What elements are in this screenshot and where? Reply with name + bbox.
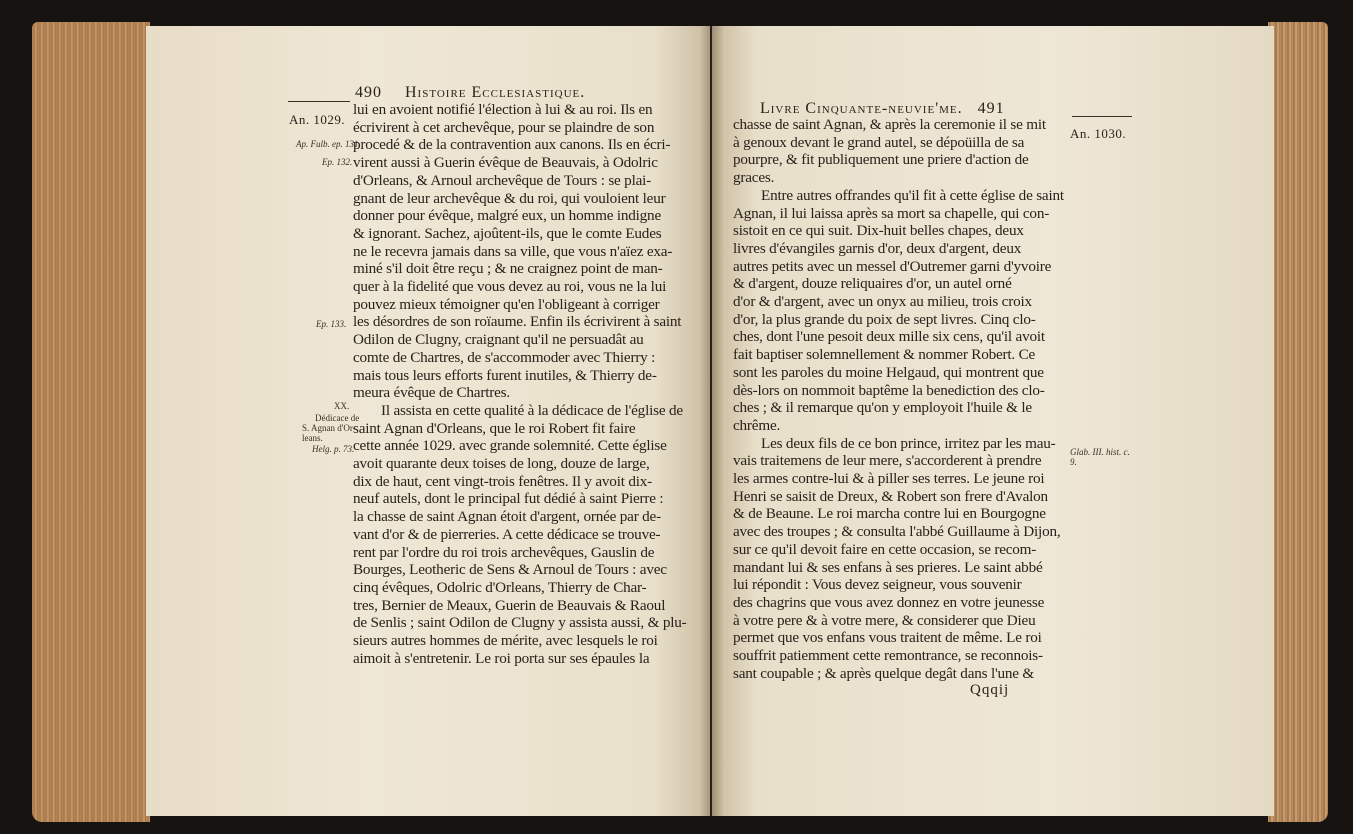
right-page-body: [733, 116, 1068, 683]
text-line: neuf autels, dont le principal fut dédié à saint Pierre :: [353, 490, 664, 508]
left-margin-section-title-2: S. Agnan d'Or-: [302, 423, 356, 433]
right-margin-ref-1b: 9.: [1070, 457, 1077, 467]
text-line: quer à la fidelité que vous devez au roi, vous ne la lui: [353, 278, 667, 296]
left-margin-year: An. 1029.: [289, 112, 346, 127]
text-line: livres d'évangiles garnis d'or, deux d'argent, deux: [733, 239, 1022, 257]
text-line: pourpre, & fit publiquement une priere d'action de: [733, 151, 1029, 169]
text-line: fait baptiser solemnellement & nommer Robert. Ce: [733, 346, 1036, 364]
left-margin-ref-1: Ap. Fulb. ep. 131.: [296, 139, 361, 149]
right-running-head: Livre Cinquante-neuvie'me.: [760, 100, 963, 117]
text-line: meura évêque de Chartres.: [353, 384, 510, 402]
text-line: permet que vos enfans vous traitent de même. Le roi: [733, 629, 1042, 647]
text-line: mais tous leurs efforts furent inutiles, & Thierry de-: [353, 366, 657, 384]
left-margin-section-title-3: leans.: [302, 433, 323, 443]
text-line: des chagrins que vous avez donnez en votre jeunesse: [733, 593, 1045, 611]
text-line: comte de Chartres, de s'accommoder avec Thierry :: [353, 348, 656, 366]
text-line: Agnan, il lui laissa après sa mort sa chapelle, qui con-: [733, 204, 1050, 222]
signature-mark: Qqqij: [970, 682, 1010, 698]
text-line: chasse de saint Agnan, & après la ceremonie il se mit: [733, 116, 1046, 133]
left-margin-ref-2: Ep. 132.: [322, 157, 353, 167]
left-page-number: 490: [355, 84, 382, 101]
text-line: à votre pere & à votre mere, & considerer que Dieu: [733, 611, 1036, 629]
text-line: gnant de leur archevêque & du roi, qui vouloient leur: [353, 189, 666, 207]
text-line: mandant lui & ses enfans à ses prieres. Le saint abbé: [733, 558, 1043, 576]
text-line: sur ce qu'il devoit faire en cette occasion, se recom-: [733, 540, 1037, 558]
text-line: Il assista en cette qualité à la dédicace de l'église de: [381, 401, 683, 419]
text-line: d'or & d'argent, avec un onyx au milieu, trois croix: [733, 293, 1032, 311]
text-line: vais traitemens de leur mere, s'accorderent à prendre: [733, 452, 1042, 470]
text-line: & de Beaune. Le roi marcha contre lui en Bourgogne: [733, 505, 1046, 523]
text-line: Bourges, Leotheric de Sens & Arnoul de Tours : avec: [353, 561, 667, 579]
text-line: Odilon de Clugny, craignant qu'il ne persuadât au: [353, 331, 644, 349]
left-margin-section-title-1: Dédicace de: [315, 413, 360, 423]
text-line: tres, Bernier de Meaux, Guerin de Beauvais & Raoul: [353, 596, 666, 614]
text-line: cette année 1029. avec grande solemnité. Cette église: [353, 437, 667, 455]
left-margin-ref-4: Helg. p. 73.: [312, 444, 355, 454]
book-edge-right: [1268, 22, 1328, 822]
left-margin-rule: [288, 101, 350, 102]
text-line: souffrit patiemment cette remontrance, se reconnois-: [733, 647, 1043, 665]
right-page-number: 491: [977, 100, 1005, 117]
text-line: avec des troupes ; & consulta l'abbé Guillaume à Dijon,: [733, 523, 1061, 541]
text-line: Les deux fils de ce bon prince, irritez par les mau-: [761, 434, 1056, 452]
text-line: d'Orleans, & Arnoul archevêque de Tours : se plai-: [353, 171, 652, 189]
text-line: dix de haut, cent vingt-trois fenêtres. Il y avoit dix-: [353, 472, 652, 490]
book-gutter: [700, 26, 724, 816]
text-line: d'or, la plus grande du poix de sept livres. Cinq clo-: [733, 310, 1036, 328]
text-line: miné s'il doit être reçu ; & ne craignez point de man-: [353, 260, 663, 278]
text-line: la chasse de saint Agnan étoit d'argent, ornée par de-: [353, 508, 661, 526]
text-line: saint Agnan d'Orleans, que le roi Robert fit faire: [353, 419, 636, 437]
text-line: ches, dont l'une pesoit deux mille six cens, qu'il avoit: [733, 328, 1045, 346]
left-running-head: Histoire Ecclesiastique.: [405, 84, 586, 101]
right-margin-rule: [1072, 116, 1132, 117]
book-edge-left: [32, 22, 150, 822]
text-line: rent par l'ordre du roi trois archevêques, Gauslin de: [353, 543, 655, 561]
text-line: les armes contre-lui & à piller ses terres. Le jeune roi: [733, 470, 1045, 488]
text-line: aimoit à s'entretenir. Le roi porta sur ses épaules la: [353, 649, 650, 667]
text-line: dès-lors on nommoit baptême la benediction des clo-: [733, 381, 1045, 399]
text-line: de Senlis ; saint Odilon de Clugny y assista aussi, & plu-: [353, 614, 687, 632]
text-line: ne le recevra jamais dans sa ville, que vous n'aïez exa-: [353, 242, 673, 260]
text-line: sant coupable ; & après quelque degât dans l'une &: [733, 664, 1035, 682]
text-line: autres petits avec un messel d'Outremer garni d'yvoire: [733, 257, 1052, 275]
right-margin-year: An. 1030.: [1070, 126, 1127, 141]
text-line: avoit quarante deux toises de long, douze de large,: [353, 455, 650, 473]
text-line: Henri se saisit de Dreux, & Robert son frere d'Avalon: [733, 487, 1048, 505]
text-line: & ignorant. Sachez, ajoûtent-ils, que le comte Eudes: [353, 224, 662, 242]
right-margin-ref-1: Glab. III. hist. c.: [1070, 447, 1130, 457]
text-line: chrême.: [733, 416, 781, 434]
text-line: cinq évêques, Odolric d'Orleans, Thierry de Char-: [353, 578, 647, 596]
text-line: sont les paroles du moine Helgaud, qui montrent que: [733, 363, 1044, 381]
text-line: virent aussi à Guerin évêque de Beauvais, à Odolric: [353, 154, 658, 172]
text-line: graces.: [733, 169, 775, 187]
left-margin-ref-3: Ep. 133.: [316, 319, 347, 329]
left-margin-section-number: XX.: [334, 401, 350, 411]
text-line: vant d'or & de pierreries. A cette dédicace se trouve-: [353, 525, 661, 543]
text-line: écrivirent à cet archevêque, pour se plaindre de son: [353, 118, 655, 136]
text-line: les désordres de son roïaume. Enfin ils écrivirent à saint: [353, 313, 682, 331]
text-line: pouvez mieux témoigner qu'en l'obligeant à corriger: [353, 295, 660, 313]
text-line: lui répondit : Vous devez seigneur, vous souvenir: [733, 576, 1022, 594]
left-page-body: [353, 101, 698, 668]
text-line: Entre autres offrandes qu'il fit à cette église de saint: [761, 186, 1064, 204]
text-line: ches ; & il remarque qu'on y employoit l'huile & le: [733, 399, 1032, 417]
text-line: lui en avoient notifié l'élection à lui & au roi. Ils en: [353, 101, 653, 118]
text-line: & d'argent, douze reliquaires d'or, un autel orné: [733, 275, 1012, 293]
text-line: sistoit en ce qui suit. Dix-huit belles chapes, deux: [733, 222, 1024, 240]
text-line: sieurs autres hommes de mérite, avec lesquels le roi: [353, 632, 658, 650]
left-page-header: [355, 84, 585, 102]
text-line: donner pour évêque, malgré eux, un homme indigne: [353, 207, 661, 225]
text-line: procedé & de la contravention aux canons. Ils en écri-: [353, 136, 671, 154]
text-line: à genoux devant le grand autel, se dépoüilla de sa: [733, 133, 1025, 151]
